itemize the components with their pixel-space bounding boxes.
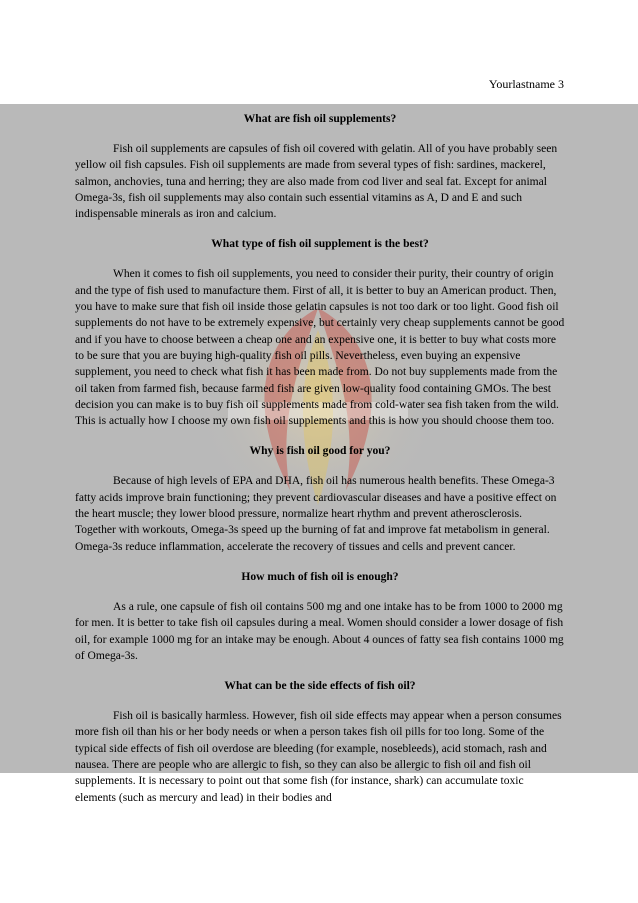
section-paragraph: As a rule, one capsule of fish oil contains 500 mg and one intake has to be from 1000 to 2000 mg for men. It is better to take fish oil capsules during a meal. Women should consider a lower dosage of fish oil, for example 1000 mg for an intake may be enough. About 4 ounces of fatty sea fish contains 1000 mg of Omega-3s.: [75, 600, 564, 662]
document-body: [75, 111, 565, 806]
section-paragraph: Fish oil supplements are capsules of fish oil covered with gelatin. All of you have probably seen yellow oil fish capsules. Fish oil supplements are made from several types of fish: sardines, mackerel, salmon, anchovies, tuna and herring; they are also made from cod liver and seal fat. Except for animal Omega-3s, fish oil supplements may also contain such essential vitamins as A, D and E and such indispensable minerals as iron and calcium.: [75, 143, 558, 221]
section-heading: How much of fish oil is enough?: [241, 570, 399, 583]
running-head: Yourlastname 3: [488, 77, 564, 91]
section-heading: What are fish oil supplements?: [243, 113, 397, 125]
section-paragraph: Fish oil is basically harmless. However, fish oil side effects may appear when a person consumes more fish oil than his or her body needs or when a person takes fish oil pills for too long. Some of the typical side effects of fish oil overdose are bleeding (for example, nosebleeds), acid stomach, rash and nausea. There are people who are allergic to fish, so they can also be allergic to fish oil and fish oil supplements. It is necessary to point out that some fish (for instance, shark) can accumulate toxic elements (such as mercury and lead) in their bodies and: [75, 710, 562, 804]
section-heading: What can be the side effects of fish oil?: [224, 680, 416, 693]
section-heading: Why is fish oil good for you?: [249, 445, 391, 458]
section-paragraph: Because of high levels of EPA and DHA, fish oil has numerous health benefits. These Omega-3 fatty acids improve brain functioning; they prevent cardiovascular diseases and have a positive effect on the heart muscle; they lower blood pressure, normalize heart rhythm and prevent atherosclerosis. Together with workouts, Omega-3s speed up the burning of fat and improve fat metabolism in general. Omega-3s reduce inflammation, accelerate the recovery of tissues and cells and prevent cancer.: [75, 475, 557, 553]
section-paragraph: When it comes to fish oil supplements, you need to consider their purity, their country of origin and the type of fish used to manufacture them. First of all, it is better to buy an American product. Then, you have to make sure that fish oil inside those gelatin capsules is not too dark or too light. Good fish oil supplements do not have to be extremely expensive, but certainly very cheap supplements cannot be good and if you have to choose between a cheap one and an expensive one, it is better to buy what costs more to be sure that you are buying high-quality fish oil pills. Nevertheless, even buying an expensive supplement, you need to check what fish it has been made from. Do not buy supplements made from the oil taken from farmed fish, because farmed fish are given low-quality food containing GMOs. The best decision you can make is to buy fish oil supplements made from cold-water sea fish taken from the wild. This is actually how I choose my own fish oil supplements and this is how you should choose them too.: [75, 268, 565, 428]
section-heading: What type of fish oil supplement is the best?: [211, 238, 429, 251]
